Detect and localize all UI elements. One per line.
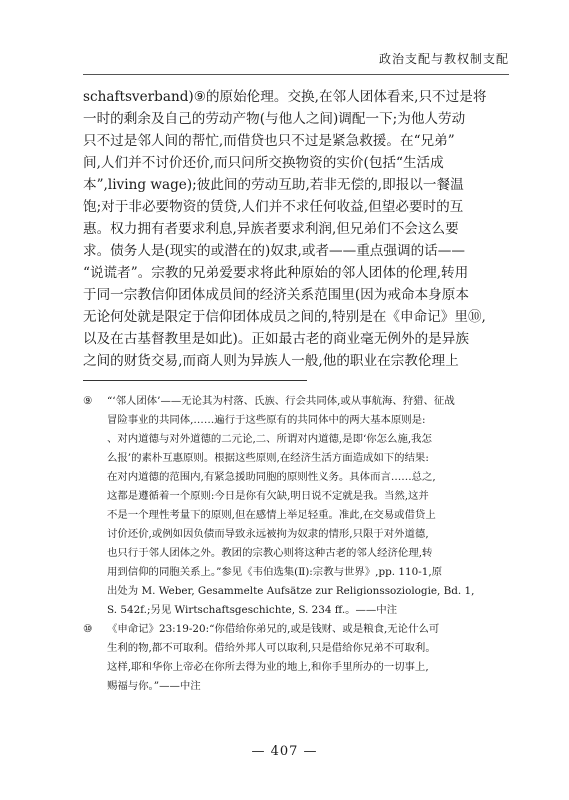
footnote-line: 用到信仰的同胞关系上。”参见《韦伯选集(Ⅱ):宗教与世界》,pp. 110-1,原	[107, 566, 443, 578]
footnote-line: 也只行于邻人团体之外。教团的宗教心则将这种古老的邻人经济伦理,转	[107, 547, 433, 559]
footnote-line: 在对内道德的范围内,有紧急援助同胞的原则性义务。具体而言……总之,	[107, 471, 436, 483]
footnote-line: S. 542f.;另见 Wirtschaftsgeschichte, S. 234 ff.。——中注	[107, 604, 398, 616]
footnotes	[83, 392, 513, 696]
footnote-line: “‘邻人团体’——无论其为村落、氏族、行会共同体,或从事航海、狩猎、征战	[107, 395, 455, 407]
footnote-line: 这都是遵循着一个原则:今日是你有欠缺,明日说不定就是我。当然,这并	[107, 490, 429, 502]
footnote-line: 这样,耶和华你上帝必在你所去得为业的地上,和你手里所办的一切事上,	[107, 661, 429, 673]
footnote-line: 、对内道德与对外道德的二元论,二、所谓对内道德,是即‘你怎么施,我怎	[107, 433, 432, 445]
body-line: 惠。权力拥有者要求利息,异族者要求利润,但兄弟们不会这么要	[83, 221, 459, 237]
body-line: 一时的剩余及自己的劳动产物(与他人之间)调配一下;为他人劳动	[83, 111, 466, 127]
footnote-line: 赐福与你。”——中注	[107, 680, 201, 692]
page-number: — 407 —	[251, 744, 318, 759]
footnote-rule	[83, 380, 307, 381]
body-text	[83, 86, 509, 372]
footnote-line: 出处为 M. Weber, Gesammelte Aufsätze zur Religionssoziologie, Bd. 1,	[107, 585, 475, 597]
body-line: 本”,living wage);彼此间的劳动互助,若非无偿的,即报以一餐温	[83, 177, 464, 193]
footnote-line: 么报’的素朴互惠原则。根据这些原则,在经济生活方面造成如下的结果:	[107, 452, 429, 464]
body-line: 只不过是邻人间的帮忙,而借贷也只不过是紧急救援。在“兄弟”	[83, 133, 455, 149]
footnote-line: 不是一个理性考量下的原则,但在感情上举足轻重。准此,在交易或借贷上	[107, 509, 436, 521]
body-line: 求。债务人是(现实的或潜在的)奴隶,或者——重点强调的话——	[83, 243, 465, 259]
body-line: “说谎者”。宗教的兄弟爱要求将此种原始的邻人团体的伦理,转用	[83, 265, 469, 281]
body-line: 间,人们并不讨价还价,而只问所交换物资的实价(包括“生活成	[83, 155, 444, 171]
footnote-10	[83, 620, 513, 696]
body-line: 饱;对于非必要物资的赁贷,人们并不求任何收益,但望必要时的互	[83, 199, 464, 215]
header-rule	[83, 74, 509, 75]
body-line: 于同一宗教信仰团体成员间的经济关系范围里(因为戒命本身原本	[83, 287, 469, 303]
footnote-9	[83, 392, 513, 620]
running-head: 政治支配与教权制支配	[378, 52, 509, 66]
body-line: 以及在古基督教里是如此)。正如最古老的商业毫无例外的是异族	[83, 331, 469, 347]
body-line: 无论何处就是限定于信仰团体成员之间的,特别是在《申命记》里⑩,	[83, 309, 486, 325]
body-line: 之间的财货交易,而商人则为异族人一般,他的职业在宗教伦理上	[83, 353, 459, 369]
footnote-marker: ⑨	[83, 395, 93, 407]
footnote-line: 生利的物,都不可取利。借给外邦人可以取利,只是借给你兄弟不可取利。	[107, 642, 436, 654]
footnote-line: 讨价还价,或例如因负债而导致永远被拘为奴隶的情形,只限于对外道德,	[107, 528, 429, 540]
footnote-marker: ⑩	[83, 623, 93, 635]
body-line: schaftsverband)⑨的原始伦理。交换,在邻人团体看来,只不过是将	[83, 89, 487, 105]
footnote-line: 《申命记》23:19-20:“你借给你弟兄的,或是钱财、或是粮食,无论什么可	[107, 623, 440, 635]
footnote-line: 冒险事业的共同体,……遍行于这些原有的共同体中的两大基本原则是:	[107, 414, 426, 426]
